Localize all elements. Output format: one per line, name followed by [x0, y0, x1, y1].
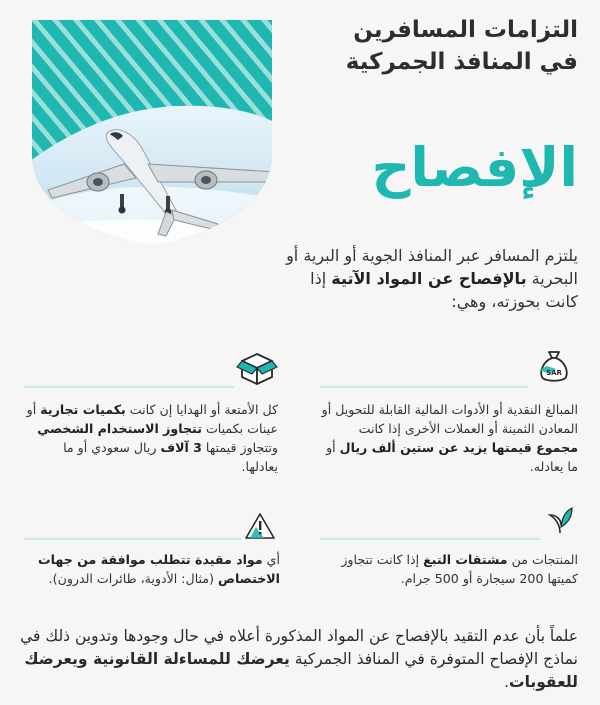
intro-paragraph	[278, 244, 578, 313]
title-line-1: التزامات المسافرين	[353, 17, 578, 43]
item-restricted: أي مواد مقيدة تتطلب موافقة من جهات الاختصاص (مثال: الأدوية، طائرات الدرون).	[38, 552, 280, 586]
item-tobacco: المنتجات من مشتقات التبغ إذا كانت تتجاوز كميتها 200 سيجارة أو 500 جرام.	[341, 552, 578, 586]
title-line-2: في المنافذ الجمركية	[345, 49, 578, 75]
page-title	[298, 14, 578, 78]
divider	[320, 538, 540, 540]
box-icon	[236, 348, 278, 388]
warning-icon	[244, 512, 276, 540]
intro-bold: بالإفصاح عن المواد الآتية	[331, 269, 527, 288]
intro-text: يلتزم المسافر عبر المنافذ الجوية أو البرية أو البحرية	[286, 246, 578, 288]
money-bag-icon	[536, 344, 572, 384]
intro-text-end: إذا كانت بحوزته، وهي:	[310, 269, 578, 311]
divider	[24, 538, 242, 540]
disclosure-heading: الإفصاح	[371, 136, 578, 199]
divider	[24, 386, 234, 388]
divider	[320, 386, 528, 388]
footer-note: علماً بأن عدم التقيد بالإفصاح عن المواد المذكورة أعلاه في حال وجودها وتدوين ذلك في نماذج الإفصاح المتوفرة في المنافذ الجمركية يعرضك للمساءلة القانونية ويعرضك للعقوبات.	[20, 627, 578, 691]
item-cash: المبالغ النقدية أو الأدوات المالية القابلة للتحويل أو المعادن الثمينة أو العملات الأخرى إذا كانت مجموع قيمتها يزيد عن ستين ألف ريال أو ما يعادله.	[321, 402, 578, 474]
airplane-shield-image	[26, 14, 278, 250]
leaf-icon	[546, 505, 574, 535]
sar-label: SAR	[546, 369, 562, 377]
item-gifts: كل الأمتعة أو الهدايا إن كانت بكميات تجارية أو عينات بكميات تتجاوز الاستخدام الشخصي وتتجاوز قيمتها 3 آلاف ريال سعودي أو ما يعادلها.	[26, 402, 278, 474]
